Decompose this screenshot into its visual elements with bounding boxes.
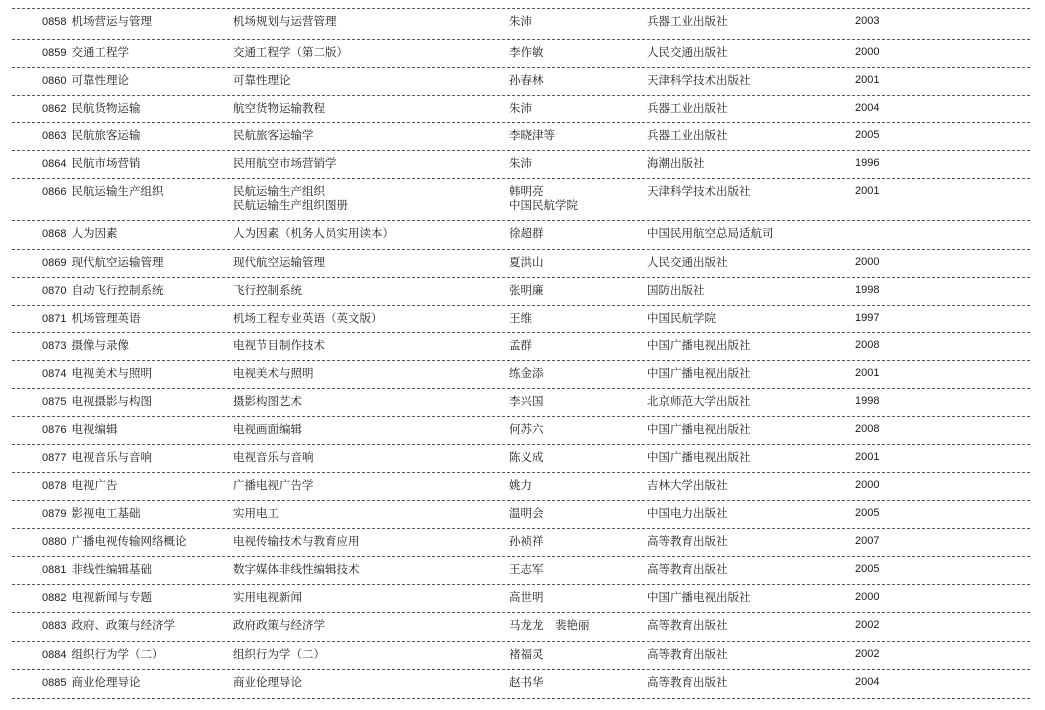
table-row — [12, 585, 1030, 613]
course-cell — [42, 311, 140, 326]
textbook-cell — [233, 675, 302, 689]
publisher-cell: 高等教育出版社 — [647, 647, 728, 661]
publisher-cell: 高等教育出版社 — [647, 534, 728, 548]
course-code: 0862 — [42, 103, 67, 115]
year-cell: 1996 — [855, 157, 880, 169]
textbook-cell — [233, 184, 348, 212]
author-cell — [509, 618, 590, 632]
author-cell — [509, 506, 544, 520]
textbook-title: 民航旅客运输学 — [233, 128, 314, 142]
year-cell: 1998 — [855, 284, 880, 296]
author-name: 孙祯祥 — [509, 534, 544, 548]
course-name: 民航市场营销 — [71, 156, 141, 170]
author-cell — [509, 255, 544, 269]
table-row — [12, 306, 1030, 333]
course-cell — [42, 366, 152, 381]
table-row — [12, 529, 1030, 557]
author-cell — [509, 14, 532, 28]
author-name: 马龙龙 裴艳丽 — [509, 618, 590, 632]
publisher-cell: 兵器工业出版社 — [647, 14, 728, 28]
course-code: 0864 — [42, 158, 67, 170]
course-cell — [42, 647, 163, 662]
course-cell — [42, 156, 140, 171]
publisher-cell: 人民交通出版社 — [647, 45, 728, 59]
year-cell: 2000 — [855, 479, 880, 491]
textbook-cell — [233, 255, 325, 269]
table-row — [12, 361, 1030, 389]
year-cell: 2001 — [855, 451, 880, 463]
textbook-cell — [233, 366, 314, 380]
publisher-cell: 中国广播电视出版社 — [647, 366, 751, 380]
course-cell — [42, 675, 140, 690]
textbook-title: 广播电视广告学 — [233, 478, 314, 492]
course-name: 电视新闻与专题 — [71, 590, 152, 604]
author-name: 朱沛 — [509, 14, 532, 28]
course-name: 电视编辑 — [71, 422, 118, 436]
textbook-title: 电视画面编辑 — [233, 422, 302, 436]
year-cell: 2000 — [855, 46, 880, 58]
textbook-title: 可靠性理论 — [233, 73, 291, 87]
course-code: 0878 — [42, 480, 67, 492]
year-cell: 2000 — [855, 256, 880, 268]
textbook-title: 政府政策与经济学 — [233, 618, 325, 632]
table-row — [12, 250, 1030, 278]
year-cell: 2005 — [855, 507, 880, 519]
publisher-cell: 中国广播电视出版社 — [647, 338, 751, 352]
table-row — [12, 123, 1030, 151]
year-cell: 1998 — [855, 395, 880, 407]
author-name: 王志军 — [509, 562, 544, 576]
author-cell — [509, 156, 532, 170]
year-cell: 2001 — [855, 74, 880, 86]
author-cell — [509, 366, 544, 380]
course-name: 机场管理英语 — [71, 311, 141, 325]
year-cell: 2001 — [855, 367, 880, 379]
course-cell — [42, 128, 140, 143]
year-cell: 2004 — [855, 102, 880, 114]
textbook-cell — [233, 226, 394, 240]
textbook-cell — [233, 590, 302, 604]
textbook-title: 商业伦理导论 — [233, 675, 302, 689]
publisher-cell: 兵器工业出版社 — [647, 128, 728, 142]
author-name: 韩明亮 — [509, 184, 544, 198]
author-name: 中国民航学院 — [509, 198, 578, 212]
textbook-cell — [233, 478, 314, 492]
author-cell — [509, 45, 544, 59]
textbook-title: 交通工程学（第二版） — [233, 45, 348, 59]
textbook-cell — [233, 45, 348, 59]
course-code: 0874 — [42, 368, 67, 380]
author-name: 徐超群 — [509, 226, 544, 240]
author-cell — [509, 101, 532, 115]
author-name: 李晓津等 — [509, 128, 555, 142]
year-cell: 2005 — [855, 563, 880, 575]
textbook-title: 数字媒体非线性编辑技术 — [233, 562, 360, 576]
textbook-title: 民航运输生产组织 — [233, 184, 325, 198]
course-cell — [42, 506, 140, 521]
author-cell — [509, 534, 544, 548]
course-name: 电视音乐与音响 — [71, 450, 152, 464]
table-row — [12, 151, 1030, 179]
textbook-cell — [233, 647, 325, 661]
course-name: 摄像与录像 — [71, 338, 129, 352]
author-name: 朱沛 — [509, 156, 532, 170]
publisher-cell: 国防出版社 — [647, 283, 705, 297]
course-cell — [42, 283, 163, 298]
table-row — [12, 670, 1030, 699]
course-code: 0863 — [42, 130, 67, 142]
textbook-title: 航空货物运输教程 — [233, 101, 325, 115]
course-name: 现代航空运输管理 — [71, 255, 164, 269]
textbook-title: 电视传输技术与教育应用 — [233, 534, 360, 548]
author-cell — [509, 128, 555, 142]
table-row — [12, 557, 1030, 585]
course-code: 0883 — [42, 620, 67, 632]
publisher-cell: 吉林大学出版社 — [647, 478, 728, 492]
author-cell — [509, 73, 544, 87]
course-code: 0880 — [42, 536, 67, 548]
author-name: 夏洪山 — [509, 255, 544, 269]
author-name: 孟群 — [509, 338, 532, 352]
course-cell — [42, 226, 117, 241]
textbook-cell — [233, 156, 337, 170]
publisher-cell: 海潮出版社 — [647, 156, 705, 170]
course-name: 电视广告 — [71, 478, 118, 492]
author-cell — [509, 450, 544, 464]
table-row — [12, 642, 1030, 670]
author-name: 张明廉 — [509, 283, 544, 297]
table-row — [12, 501, 1030, 529]
course-code: 0876 — [42, 424, 67, 436]
author-cell — [509, 226, 544, 240]
course-code: 0881 — [42, 564, 67, 576]
course-name: 人为因素 — [71, 226, 118, 240]
course-cell — [42, 338, 129, 353]
author-cell — [509, 675, 544, 689]
course-cell — [42, 45, 129, 60]
course-cell — [42, 590, 152, 605]
textbook-title: 机场规划与运营管理 — [233, 14, 337, 28]
textbook-cell — [233, 618, 325, 632]
year-cell: 2007 — [855, 535, 880, 547]
author-name: 李作敏 — [509, 45, 544, 59]
course-name: 民航运输生产组织 — [71, 184, 164, 198]
course-code: 0877 — [42, 452, 67, 464]
course-code: 0870 — [42, 285, 67, 297]
course-code: 0860 — [42, 75, 67, 87]
course-name: 非线性编辑基础 — [71, 562, 152, 576]
author-cell — [509, 184, 578, 212]
course-code: 0871 — [42, 313, 67, 325]
course-cell — [42, 478, 117, 493]
course-name: 政府、政策与经济学 — [71, 618, 175, 632]
course-cell — [42, 255, 163, 270]
author-cell — [509, 562, 544, 576]
course-cell — [42, 534, 186, 549]
author-cell — [509, 478, 532, 492]
publisher-cell: 人民交通出版社 — [647, 255, 728, 269]
table-row — [12, 221, 1030, 250]
author-cell — [509, 311, 532, 325]
course-cell — [42, 394, 152, 409]
course-name: 机场营运与管理 — [71, 14, 152, 28]
year-cell: 2000 — [855, 591, 880, 603]
course-name: 交通工程学 — [71, 45, 129, 59]
textbook-title: 电视节目制作技术 — [233, 338, 325, 352]
author-cell — [509, 338, 532, 352]
textbook-title: 飞行控制系统 — [233, 283, 302, 297]
year-cell: 2002 — [855, 648, 880, 660]
course-code: 0869 — [42, 257, 67, 269]
table-row — [12, 473, 1030, 501]
course-name: 自动飞行控制系统 — [71, 283, 164, 297]
author-name: 温明会 — [509, 506, 544, 520]
author-name: 陈义成 — [509, 450, 544, 464]
textbook-title: 机场工程专业英语（英文版） — [233, 311, 383, 325]
course-cell — [42, 101, 140, 116]
year-cell: 2008 — [855, 339, 880, 351]
course-name: 民航货物运输 — [71, 101, 141, 115]
publisher-cell: 北京师范大学出版社 — [647, 394, 751, 408]
textbook-title: 电视美术与照明 — [233, 366, 314, 380]
course-cell — [42, 14, 152, 29]
table-row — [12, 389, 1030, 417]
textbook-cell — [233, 422, 302, 436]
course-code: 0868 — [42, 228, 67, 240]
textbook-cell — [233, 338, 325, 352]
table-row — [12, 278, 1030, 306]
textbook-title: 人为因素（机务人员实用读本） — [233, 226, 394, 240]
textbook-cell — [233, 311, 383, 325]
course-code: 0873 — [42, 340, 67, 352]
author-name: 褚福灵 — [509, 647, 544, 661]
textbook-cell — [233, 506, 279, 520]
year-cell: 2004 — [855, 676, 880, 688]
course-code: 0875 — [42, 396, 67, 408]
course-name: 电视美术与照明 — [71, 366, 152, 380]
course-code: 0882 — [42, 592, 67, 604]
course-code: 0879 — [42, 508, 67, 520]
course-name: 影视电工基础 — [71, 506, 141, 520]
year-cell: 2001 — [855, 185, 880, 197]
author-name: 赵书华 — [509, 675, 544, 689]
course-code: 0885 — [42, 677, 67, 689]
year-cell: 2003 — [855, 15, 880, 27]
publisher-cell: 天津科学技术出版社 — [647, 73, 751, 87]
course-cell — [42, 422, 117, 437]
textbook-title: 摄影构图艺术 — [233, 394, 302, 408]
course-code: 0859 — [42, 47, 67, 59]
author-cell — [509, 283, 544, 297]
publisher-cell: 中国电力出版社 — [647, 506, 728, 520]
year-cell: 2008 — [855, 423, 880, 435]
publisher-cell: 中国广播电视出版社 — [647, 590, 751, 604]
publisher-cell: 高等教育出版社 — [647, 675, 728, 689]
textbook-title: 民用航空市场营销学 — [233, 156, 337, 170]
textbook-title: 现代航空运输管理 — [233, 255, 325, 269]
table-row — [12, 333, 1030, 361]
textbook-title: 电视音乐与音响 — [233, 450, 314, 464]
publisher-cell: 中国广播电视出版社 — [647, 450, 751, 464]
author-name: 何苏六 — [509, 422, 544, 436]
publisher-cell: 天津科学技术出版社 — [647, 184, 751, 198]
year-cell: 2002 — [855, 619, 880, 631]
table-row — [12, 179, 1030, 221]
course-name: 广播电视传输网络概论 — [71, 534, 187, 548]
course-name: 可靠性理论 — [71, 73, 129, 87]
publisher-cell: 高等教育出版社 — [647, 618, 728, 632]
textbook-title: 民航运输生产组织图册 — [233, 198, 348, 212]
textbook-cell — [233, 14, 337, 28]
year-cell: 1997 — [855, 312, 880, 324]
textbook-cell — [233, 450, 314, 464]
course-code: 0884 — [42, 649, 67, 661]
textbook-title: 实用电工 — [233, 506, 279, 520]
author-cell — [509, 590, 544, 604]
table-row — [12, 613, 1030, 642]
table-row — [12, 96, 1030, 123]
course-name: 民航旅客运输 — [71, 128, 141, 142]
author-cell — [509, 394, 544, 408]
textbook-cell — [233, 534, 360, 548]
course-cell — [42, 618, 175, 633]
author-name: 孙春林 — [509, 73, 544, 87]
course-code: 0866 — [42, 186, 67, 198]
course-name: 商业伦理导论 — [71, 675, 141, 689]
course-code: 0858 — [42, 16, 67, 28]
table-row — [12, 9, 1030, 40]
course-cell — [42, 562, 152, 577]
author-name: 李兴国 — [509, 394, 544, 408]
course-cell — [42, 184, 163, 199]
course-name: 电视摄影与构图 — [71, 394, 152, 408]
table-row — [12, 40, 1030, 68]
publisher-cell: 兵器工业出版社 — [647, 101, 728, 115]
publisher-cell: 中国民航学院 — [647, 311, 716, 325]
course-cell — [42, 450, 152, 465]
textbook-cell — [233, 562, 360, 576]
author-name: 王维 — [509, 311, 532, 325]
textbook-title: 实用电视新闻 — [233, 590, 302, 604]
publisher-cell: 中国民用航空总局适航司 — [647, 226, 774, 240]
publisher-cell: 中国广播电视出版社 — [647, 422, 751, 436]
author-name: 姚力 — [509, 478, 532, 492]
textbook-cell — [233, 128, 314, 142]
author-cell — [509, 647, 544, 661]
textbook-title: 组织行为学（二） — [233, 647, 325, 661]
table-row — [12, 68, 1030, 96]
publisher-cell: 高等教育出版社 — [647, 562, 728, 576]
author-name: 朱沛 — [509, 101, 532, 115]
textbook-cell — [233, 394, 302, 408]
course-cell — [42, 73, 129, 88]
table-row — [12, 445, 1030, 473]
textbook-cell — [233, 73, 291, 87]
course-name: 组织行为学（二） — [71, 647, 164, 661]
textbook-cell — [233, 101, 325, 115]
table-row — [12, 417, 1030, 445]
author-name: 高世明 — [509, 590, 544, 604]
author-name: 练金添 — [509, 366, 544, 380]
textbook-cell — [233, 283, 302, 297]
author-cell — [509, 422, 544, 436]
year-cell: 2005 — [855, 129, 880, 141]
